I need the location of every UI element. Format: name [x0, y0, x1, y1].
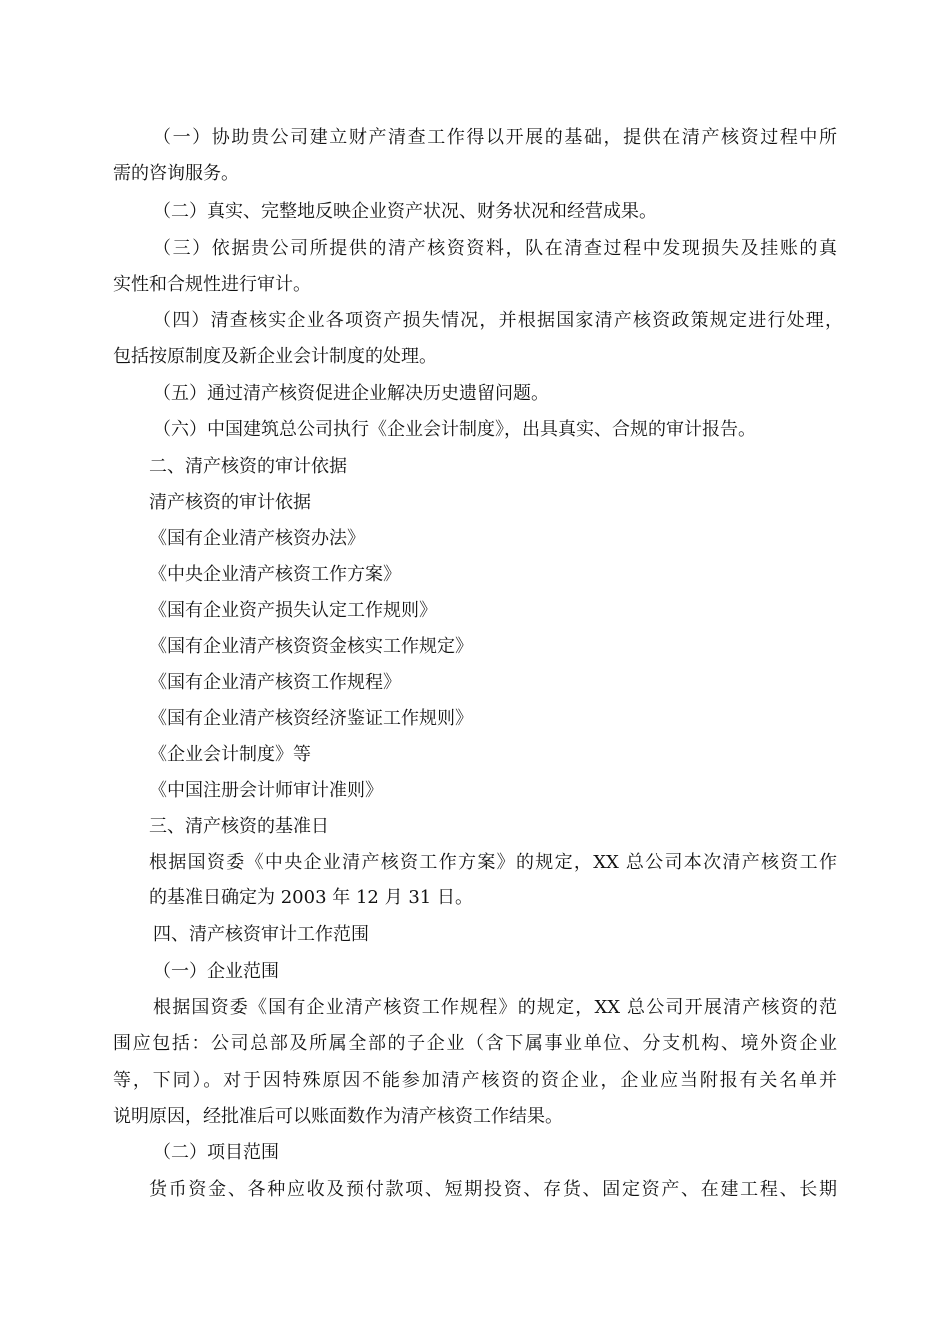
paragraph-line: （一）协助贵公司建立财产清查工作得以开展的基础，提供在清产核资过程中所	[153, 127, 837, 148]
paragraph-line: 等，下同）。对于因特殊原因不能参加清产核资的资企业，企业应当附报有关名单并	[113, 1070, 837, 1091]
paragraph-line: 根据国资委《中央企业清产核资工作方案》的规定，XX 总公司本次清产核资工作	[149, 852, 837, 873]
reference-item: 《中国注册会计师审计准则》	[149, 780, 383, 801]
reference-item: 《国有企业清产核资经济鉴证工作规则》	[149, 708, 473, 729]
paragraph-line: 需的咨询服务。	[113, 163, 239, 184]
paragraph-line: （四）清查核实企业各项资产损失情况，并根据国家清产核资政策规定进行处理，	[153, 310, 843, 331]
reference-item: 《企业会计制度》等	[149, 744, 311, 765]
paragraph-line: 的基准日确定为 2003 年 12 月 31 日。	[149, 887, 473, 908]
paragraph-line: （六）中国建筑总公司执行《企业会计制度》，出具真实、合规的审计报告。	[153, 419, 756, 440]
paragraph-line: 包括按原制度及新企业会计制度的处理。	[113, 346, 437, 367]
paragraph-line: 实性和合规性进行审计。	[113, 274, 311, 295]
reference-item: 《国有企业清产核资工作规程》	[149, 672, 401, 693]
paragraph-line: （三）依据贵公司所提供的清产核资资料，队在清查过程中发现损失及挂账的真	[153, 238, 837, 259]
paragraph-line: （二）真实、完整地反映企业资产状况、财务状况和经营成果。	[153, 201, 657, 222]
subsection-heading: （二）项目范围	[153, 1142, 279, 1163]
reference-item: 《国有企业清产核资资金核实工作规定》	[149, 636, 473, 657]
paragraph-line: 清产核资的审计依据	[149, 492, 311, 513]
section-heading: 三、清产核资的基准日	[149, 816, 329, 837]
paragraph-line: （五）通过清产核资促进企业解决历史遗留问题。	[153, 383, 549, 404]
paragraph-line: 围应包括：公司总部及所属全部的子企业（含下属事业单位、分支机构、境外资企业	[113, 1033, 837, 1054]
reference-item: 《国有企业资产损失认定工作规则》	[149, 600, 437, 621]
section-heading: 二、清产核资的审计依据	[149, 456, 347, 477]
paragraph-line: 货币资金、各种应收及预付款项、短期投资、存货、固定资产、在建工程、长期	[149, 1179, 837, 1200]
paragraph-line: 说明原因，经批准后可以账面数作为清产核资工作结果。	[113, 1106, 563, 1127]
section-heading: 四、清产核资审计工作范围	[153, 924, 369, 945]
reference-item: 《国有企业清产核资办法》	[149, 528, 365, 549]
paragraph-line: 根据国资委《国有企业清产核资工作规程》的规定，XX 总公司开展清产核资的范	[153, 997, 837, 1018]
reference-item: 《中央企业清产核资工作方案》	[149, 564, 401, 585]
subsection-heading: （一）企业范围	[153, 961, 279, 982]
